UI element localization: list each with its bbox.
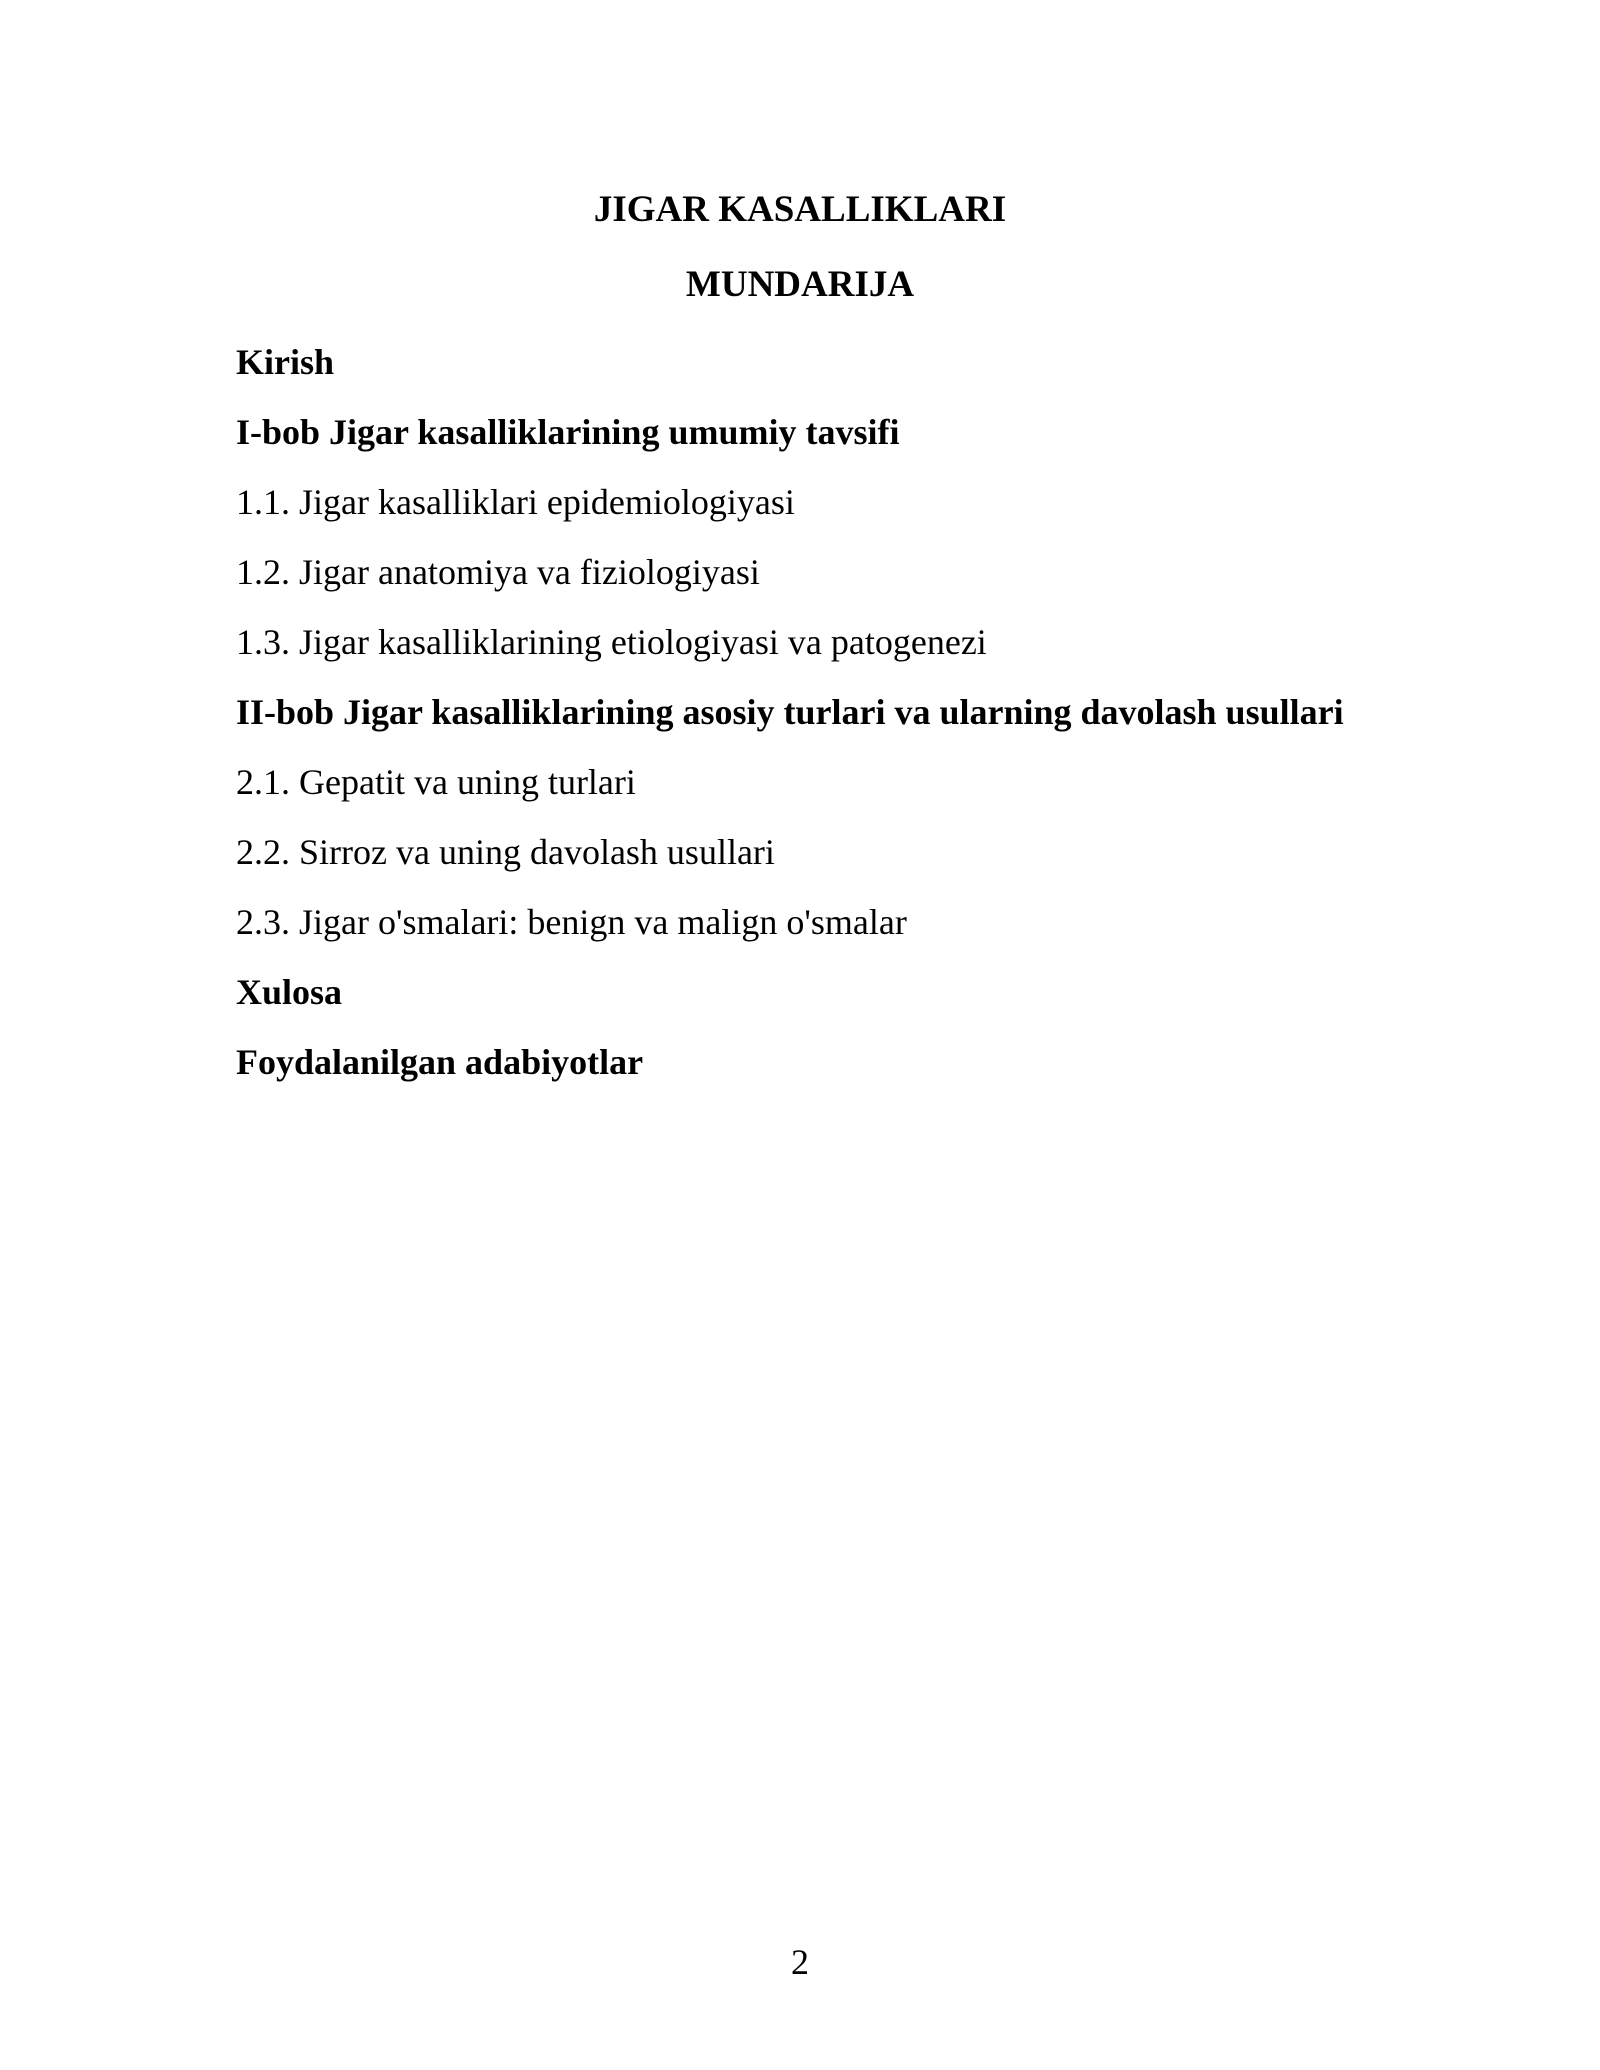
toc-entry-section-1-1: 1.1. Jigar kasalliklari epidemiologiyasi xyxy=(236,482,795,522)
toc-entry-section-2-2: 2.2. Sirroz va uning davolash usullari xyxy=(236,832,775,872)
table-of-contents-heading: MUNDARIJA xyxy=(685,264,915,305)
document-title: JIGAR KASALLIKLARI xyxy=(593,189,1007,230)
toc-entry-chapter-1: I-bob Jigar kasalliklarining umumiy tavsifi xyxy=(236,412,900,452)
toc-entry-section-1-3: 1.3. Jigar kasalliklarining etiologiyasi va patogenezi xyxy=(236,622,987,662)
toc-entry-section-1-2: 1.2. Jigar anatomiya va fiziologiyasi xyxy=(236,552,760,592)
toc-entry-chapter-2: II-bob Jigar kasalliklarining asosiy turlari va ularning davolash usullari xyxy=(236,692,1344,732)
page-number: 2 xyxy=(791,1942,809,1982)
toc-entry-section-2-1: 2.1. Gepatit va uning turlari xyxy=(236,762,636,802)
table-of-contents xyxy=(236,332,1344,1102)
toc-entry-section-2-3: 2.3. Jigar o'smalari: benign va malign o'smalar xyxy=(236,902,907,942)
toc-entry-introduction: Kirish xyxy=(236,342,335,382)
toc-entry-conclusion: Xulosa xyxy=(236,972,343,1012)
toc-entry-references: Foydalanilgan adabiyotlar xyxy=(236,1042,644,1082)
